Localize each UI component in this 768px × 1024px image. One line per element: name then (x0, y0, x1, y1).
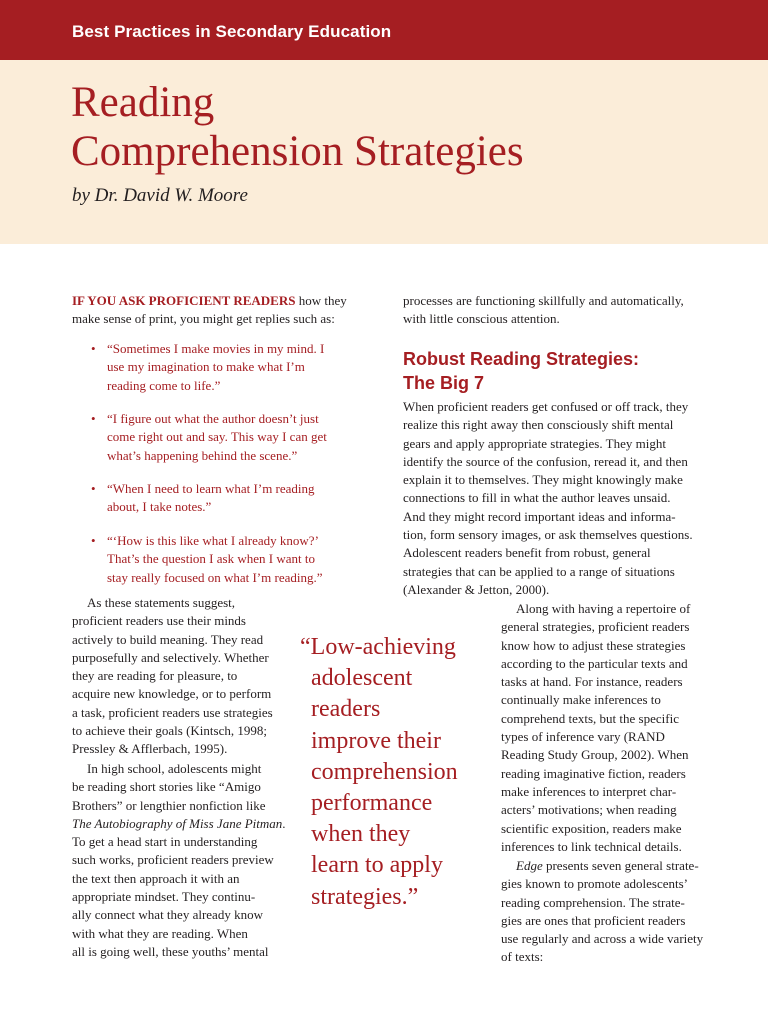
text-line: general strategies, proficient readers (501, 619, 690, 635)
quote-line: what’s happening behind the scene.” (107, 447, 298, 463)
bullet-icon: • (91, 481, 96, 496)
section-heading (403, 347, 639, 395)
text-line: reading comprehension. The strate- (501, 894, 685, 910)
quote-bullet (88, 532, 323, 587)
quote-line: “‘How is this like what I already know?’ (107, 533, 319, 548)
text-line: As these statements suggest, (87, 595, 236, 610)
text-line: according to the particular texts and (501, 655, 688, 671)
text-line: scientific exposition, readers make (501, 820, 682, 836)
text-line: use regularly and across a wide variety (501, 931, 704, 947)
section-heading-line: The Big 7 (403, 373, 485, 393)
byline: by Dr. David W. Moore (72, 185, 248, 206)
article-title-line-2: Comprehension Strategies (71, 128, 524, 175)
text-line: Pressley & Afflerbach, 1995). (72, 741, 228, 757)
text-line: types of inference vary (RAND (501, 729, 665, 745)
body-paragraph (501, 857, 703, 967)
text-line: acters’ motivations; when reading (501, 802, 677, 818)
body-paragraph (72, 760, 286, 961)
text-line: explain it to themselves. They might knowingly make (403, 472, 683, 488)
text-line: gies known to promote adolescents’ (501, 876, 689, 892)
text-line: Reading Study Group, 2002). When (501, 747, 689, 763)
text-line: Brothers” or lengthier nonfiction like (72, 797, 266, 813)
text-line: acquire new knowledge, or to perform (72, 686, 272, 702)
intro-text: make sense of print, you might get replies such as: (72, 311, 335, 327)
text-line: In high school, adolescents might (87, 761, 262, 776)
bullet-icon: • (91, 411, 96, 426)
quote-bullet (88, 480, 315, 517)
pull-quote (300, 632, 458, 913)
book-title: The Autobiography of Miss Jane Pitman (72, 815, 283, 831)
text-line: ally connect what they already know (72, 907, 263, 923)
text-line: tasks at hand. For instance, readers (501, 674, 683, 690)
quote-line: “I figure out what the author doesn’t just (107, 411, 319, 426)
text-line: make inferences to interpret char- (501, 783, 677, 799)
text-line: connections to fill in what the author leaves unsaid. (403, 490, 671, 506)
quote-line: come right out and say. This way I can get (107, 429, 327, 445)
text-line: identify the source of the confusion, reread it, and then (403, 453, 688, 469)
quote-line: stay really focused on what I’m reading.” (107, 569, 323, 585)
text-line: such works, proficient readers preview (72, 852, 274, 868)
intro-text: how they (295, 293, 347, 308)
pull-quote-line: improve their (311, 727, 441, 754)
quote-line: “When I need to learn what I’m reading (107, 481, 315, 496)
text-line: be reading short stories like “Amigo (72, 779, 261, 795)
pull-quote-line: learn to apply (311, 852, 443, 879)
text-line: When proficient readers get confused or off track, they (403, 399, 689, 414)
quote-line: about, I take notes.” (107, 499, 212, 515)
text-line: gies are ones that proficient readers (501, 912, 686, 928)
text-line: they are reading for pleasure, to (72, 668, 238, 684)
text-line: all is going well, these youths’ mental (72, 943, 269, 959)
pull-quote-line: when they (311, 821, 411, 848)
text-line: presents seven general strate- (542, 858, 699, 873)
series-title: Best Practices in Secondary Education (72, 22, 392, 41)
text-line: reading imaginative fiction, readers (501, 765, 686, 781)
intro-paragraph (72, 292, 347, 329)
quote-line: reading come to life.” (107, 377, 221, 393)
text-line: comprehend texts, but the specific (501, 710, 679, 726)
publication-name: Edge (516, 858, 543, 873)
series-banner (0, 0, 768, 60)
text-line: tion, form sensory images, or ask themselves questions. (403, 527, 693, 543)
article-title-line-1: Reading (71, 79, 215, 126)
text-line: know how to adjust these strategies (501, 637, 686, 653)
text-line: purposefully and selectively. Whether (72, 649, 269, 665)
body-paragraph (72, 594, 273, 759)
intro-lead-in: IF YOU ASK PROFICIENT READERS (72, 293, 296, 308)
quote-line: That’s the question I ask when I want to (107, 551, 315, 567)
text-line: realize this right away then consciously shift mental (403, 417, 674, 433)
quote-bullet (88, 410, 327, 465)
text-line: the text then approach it with an (72, 870, 240, 886)
bullet-icon: • (91, 341, 96, 356)
text-line: inferences to link technical details. (501, 838, 682, 854)
text-line: proficient readers use their minds (72, 613, 246, 629)
pull-quote-line: “Low-achieving (300, 634, 456, 660)
text-line: actively to build meaning. They read (72, 631, 264, 647)
pull-quote-line: strategies.” (311, 883, 419, 910)
text-line: And they might record important ideas and informa- (403, 508, 676, 524)
quote-line: “Sometimes I make movies in my mind. I (107, 341, 325, 356)
body-paragraph (403, 398, 693, 599)
text-line: strategies that can be applied to a range of situations (403, 563, 675, 579)
section-heading-line: Robust Reading Strategies: (403, 349, 640, 369)
quote-line: use my imagination to make what I’m (107, 359, 305, 375)
text-line: to achieve their goals (Kintsch, 1998; (72, 723, 267, 739)
text-line: appropriate mindset. They continu- (72, 889, 256, 905)
text-line: To get a head start in understanding (72, 834, 258, 850)
text-line: . (282, 815, 286, 831)
pull-quote-line: readers (311, 696, 381, 723)
text-line: of texts: (501, 949, 544, 965)
body-paragraph (403, 292, 684, 329)
text-line: gears and apply appropriate strategies. They might (403, 435, 666, 451)
text-line: continually make inferences to (501, 692, 661, 708)
text-line: Adolescent readers benefit from robust, general (403, 545, 651, 561)
bullet-icon: • (91, 533, 96, 548)
text-line: (Alexander & Jetton, 2000). (403, 581, 550, 597)
text-line: with little conscious attention. (403, 311, 560, 327)
text-line: processes are functioning skillfully and automatically, (403, 293, 684, 308)
pull-quote-line: performance (311, 790, 433, 817)
quote-bullet (88, 340, 324, 395)
pull-quote-line: comprehension (311, 758, 458, 785)
text-line: Along with having a repertoire of (516, 601, 691, 616)
text-line: with what they are reading. When (72, 925, 248, 941)
body-paragraph (501, 600, 690, 856)
pull-quote-line: adolescent (311, 665, 413, 692)
text-line: a task, proficient readers use strategies (72, 704, 273, 720)
